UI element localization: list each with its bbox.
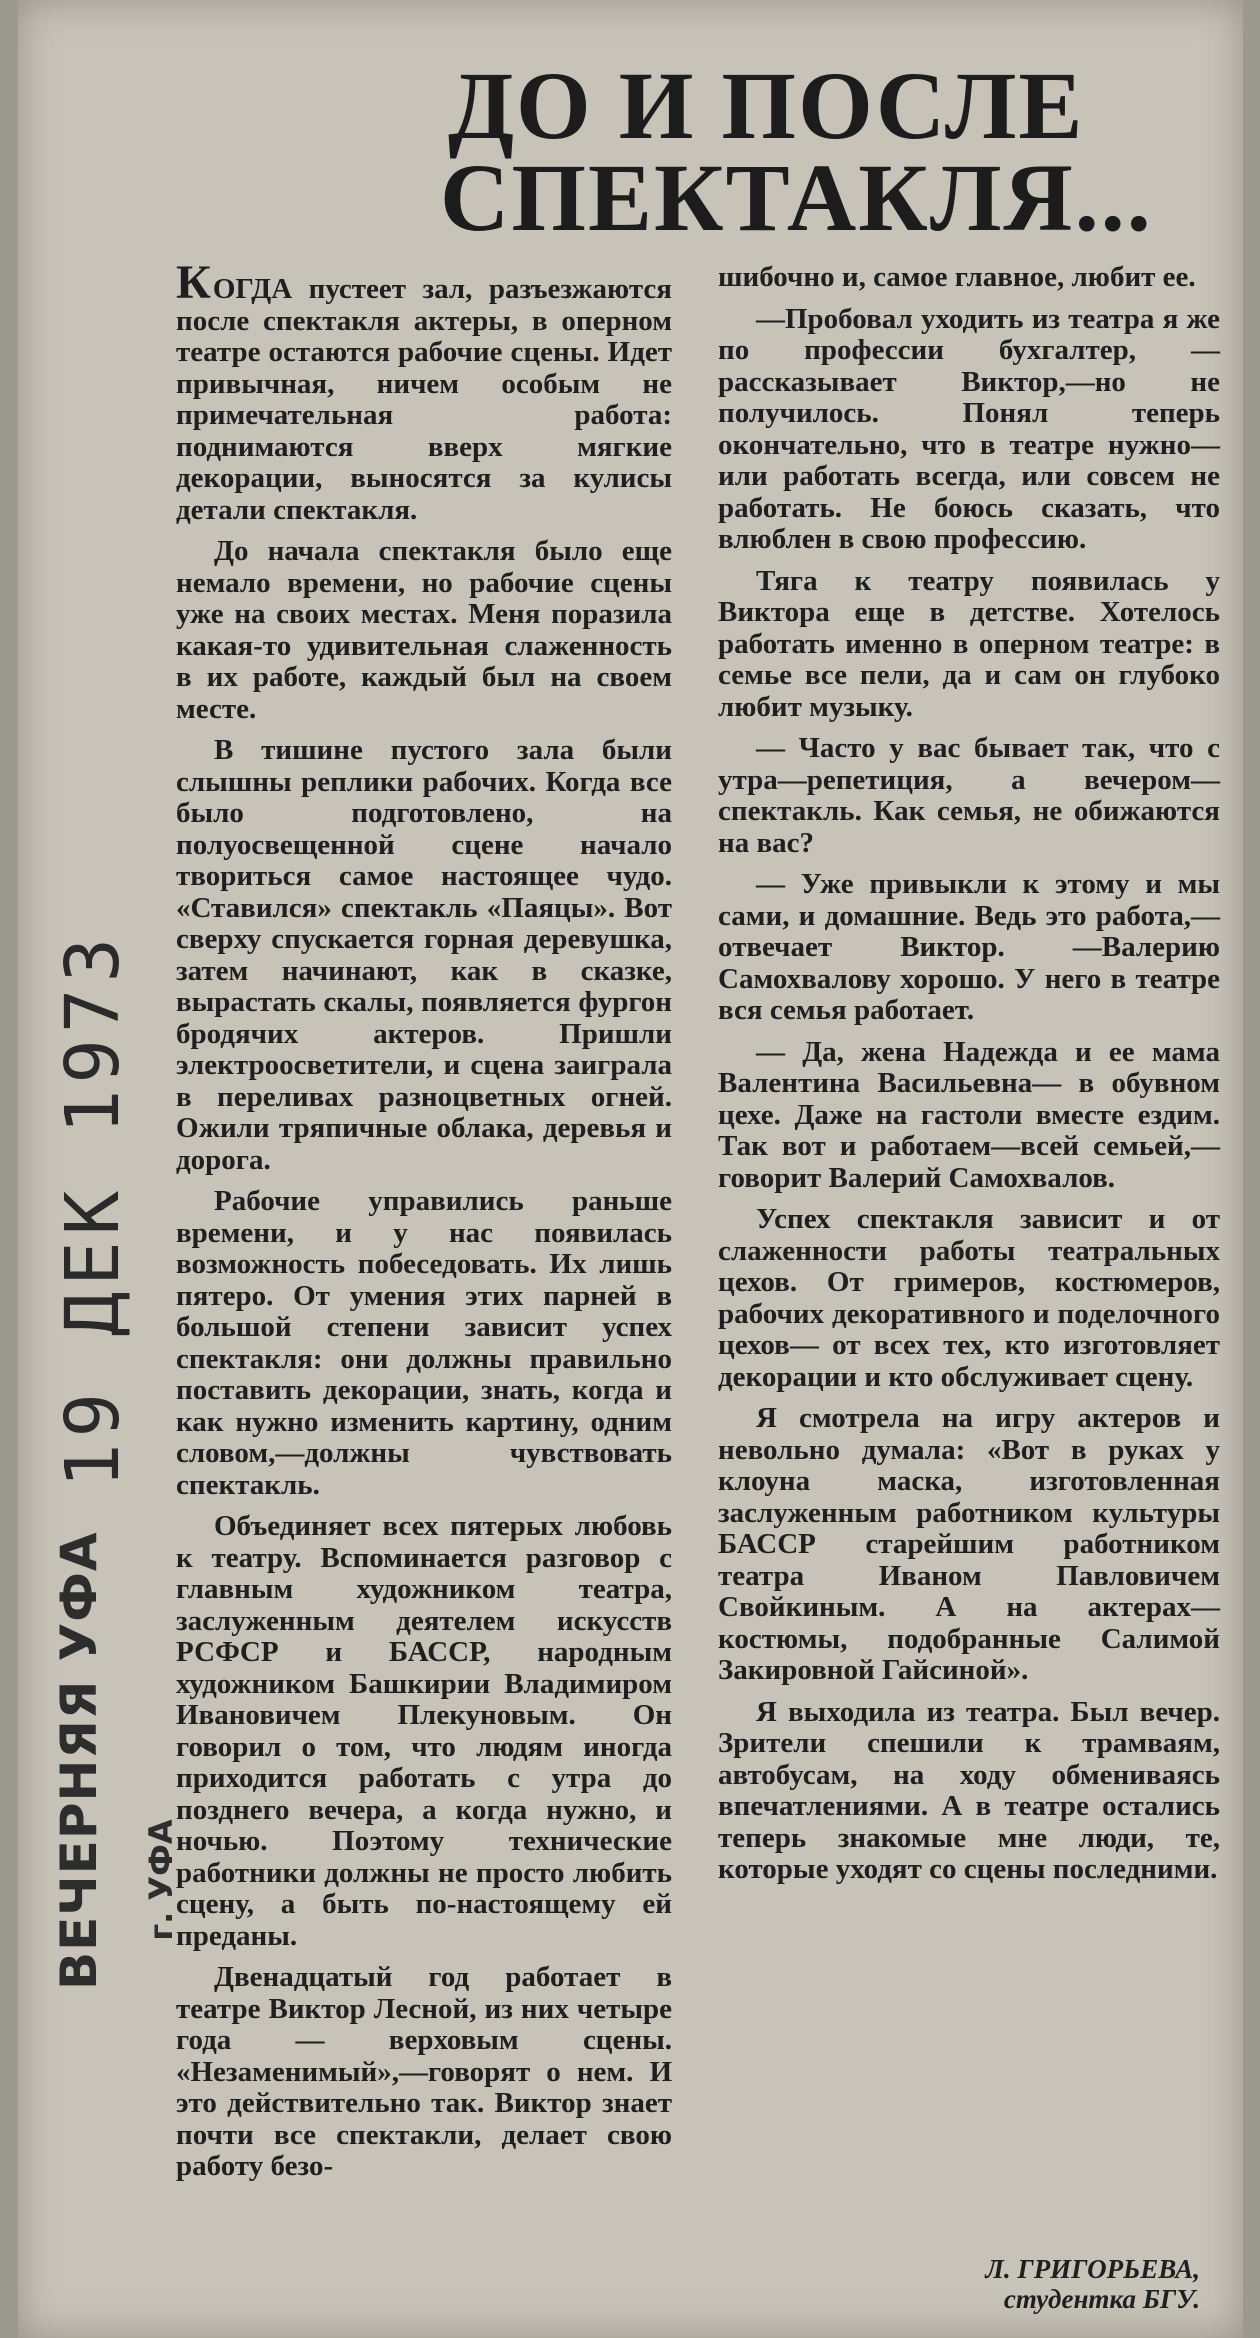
headline-line-2: СПЕКТАКЛЯ...	[440, 144, 1153, 251]
paragraph: —Пробовал уходить из театра я же по профессии бухгалтер, —рассказывает Виктор,—но не получилось. Понял теперь окончательно, что в театре нужно—или работать всегда, или совсем не работать. Не боюсь сказать, что влюблен в свою профессию.	[718, 302, 1220, 555]
city-stamp: г. УФА	[142, 1819, 180, 1941]
paragraph: — Да, жена Надежда и ее мама Валентина Васильевна— в обувном цехе. Даже на гастоли вместе ездим. Так вот и работаем—всей семьей,—говорит Валерий Самохвалов.	[718, 1035, 1220, 1194]
byline	[900, 2254, 1200, 2314]
paragraph: До начала спектакля было еще немало времени, но рабочие сцены уже на своих местах. Меня поразила какая-то удивительная слаженность в их работе, каждый был на своем месте.	[176, 535, 672, 725]
paragraph: — Уже привыкли к этому и мы сами, и домашние. Ведь это работа,—отвечает Виктор. —Валерию Самохвалову хорошо. У него в театре вся семья работает.	[718, 868, 1220, 1026]
paragraph: шибочно и, самое главное, любит ее.	[718, 261, 1196, 293]
paragraph: — Часто у вас бывает так, что с утра—репетиция, а вечером—спектакль. Как семья, не обижаются на вас?	[718, 732, 1220, 859]
newspaper-name-stamp: ВЕЧЕРНЯЯ УФА	[50, 1531, 108, 1990]
author-role: студентка БГУ.	[1003, 2284, 1200, 2314]
paragraph: Двенадцатый год работает в театре Виктор Лесной, из них четыре года — верховым сцены. «Незаменимый»,—говорят о нем. И это действительно так. Виктор знает почти все спектакли, делает свою работу безо-	[176, 1961, 672, 2182]
paragraph: Тяга к театру появилась у Виктора еще в детстве. Хотелось работать именно в оперном театре: в семье все пели, да и сам он глубоко любит музыку.	[718, 564, 1220, 723]
headline-line-1: ДО И ПОСЛЕ	[448, 52, 1085, 159]
paragraph: Я смотрела на игру актеров и невольно думала: «Вот в руках у клоуна маска, изготовленная заслуженным работником культуры БАССР старейшим работником театра Иваном Павловичем Свойкиным. А на актерах—костюмы, подобранные Салимой Закировной Гайсиной».	[718, 1402, 1220, 1686]
drop-cap: К	[176, 256, 211, 309]
author-name: Л. ГРИГОРЬЕВА,	[985, 2254, 1200, 2284]
article-column-right	[718, 262, 1220, 1896]
article-column-left	[176, 256, 672, 2193]
archive-date-stamp: 19 ДЕК 1973	[50, 931, 136, 1489]
scan-edge-right	[1243, 0, 1260, 2338]
scan-edge-left	[0, 0, 18, 2338]
paragraph: Объединяет всех пятерых любовь к театру. Вспоминается разговор с главным художником театра, заслуженным деятелем искусств РСФСР и БАССР, народным художником Башкирии Владимиром Ивановичем Плекуновым. Он говорил о том, что людям иногда приходится работать с утра до позднего вечера, а когда нужно, и ночью. Поэтому технические работники должны не просто любить сцену, а быть по-настоящему ей преданы.	[176, 1510, 672, 1952]
paragraph	[176, 256, 672, 526]
paragraph: В тишине пустого зала были слышны реплики рабочих. Когда все было подготовлено, на полуосвещенной сцене начало твориться самое настоящее чудо. «Ставился» спектакль «Паяцы». Вот сверху спускается горная деревушка, затем начинают, как в сказке, вырастать скалы, появляется фургон бродячих актеров. Пришли электроосветители, и сцена заиграла в переливах разноцветных огней. Ожили тряпичные облака, деревья и дорога.	[176, 734, 672, 1176]
paragraph: Я выходила из театра. Был вечер. Зрители спешили к трамваям, автобусам, на ходу обмениваясь впечатлениями. А в театре остались теперь знакомые мне люди, те, которые уходят со сцены последними.	[718, 1695, 1220, 1885]
paragraph-text: ОГДА пустеет зал, разъезжаются после спектакля актеры, в оперном театре остаются рабочие сцены. Идет привычная, ничем особым не примечательная работа: поднимаются вверх мягкие декорации, выносятся за кулисы детали спектакля.	[176, 273, 672, 526]
article-headline	[440, 52, 1180, 251]
paragraph: Успех спектакля зависит и от слаженности работы театральных цехов. От гримеров, костюмеров, рабочих декоративного и поделочного цехов— от всех тех, кто изготовляет декорации и кто обслуживает сцену.	[718, 1203, 1220, 1393]
paragraph: Рабочие управились раньше времени, и у нас появилась возможность побеседовать. Их лишь пятеро. От умения этих парней в большой степени зависит успех спектакля: они должны правильно поставить декорации, знать, когда и как нужно изменить картину, одним словом,—должны чувствовать спектакль.	[176, 1185, 672, 1501]
